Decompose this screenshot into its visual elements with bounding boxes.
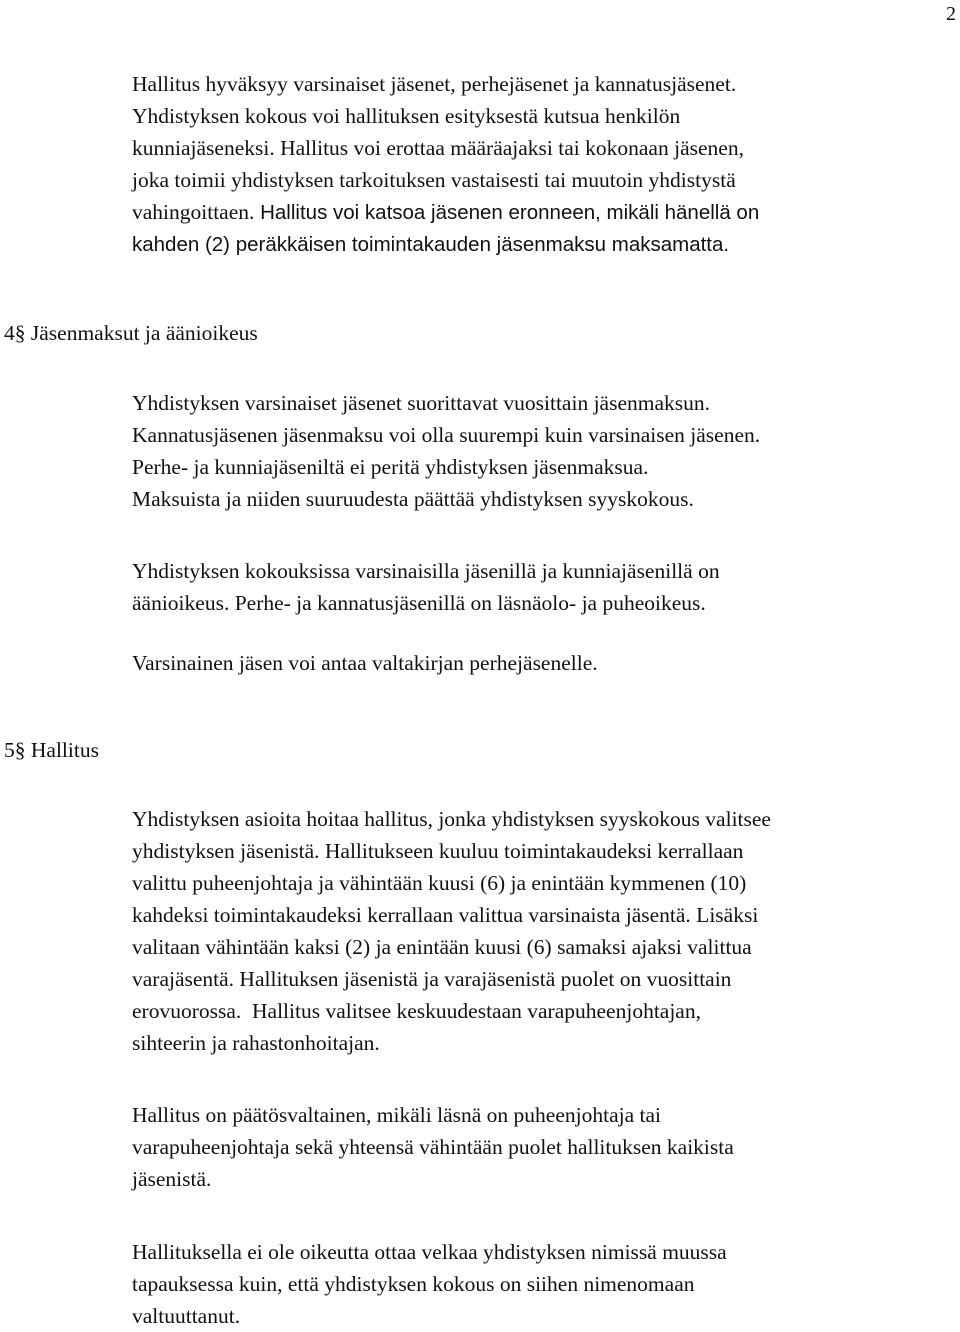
section-5-paragraph-2 [132,1099,958,1195]
text-line: Yhdistyksen kokouksissa varsinaisilla jäsenillä ja kunniajäsenillä on [132,559,720,583]
text-line: Hallitus on päätösvaltainen, mikäli läsnä on puheenjohtaja tai [132,1103,661,1127]
section-5-paragraph-3 [132,1236,958,1332]
text-line: tapauksessa kuin, että yhdistyksen kokous on siihen nimenomaan [132,1272,695,1296]
text-line: sihteerin ja rahastonhoitajan. [132,1031,380,1055]
text-line: valittu puheenjohtaja ja vähintään kuusi (6) ja enintään kymmenen (10) [132,871,747,895]
text-line: varapuheenjohtaja sekä yhteensä vähintään puolet hallituksen kaikista [132,1135,734,1159]
section-4-paragraph-1 [132,387,958,515]
page-number: 2 [946,3,956,25]
text-line: erovuorossa. Hallitus valitsee keskuudestaan varapuheenjohtajan, [132,999,701,1023]
text-line: kahdeksi toimintakaudeksi kerrallaan valittua varsinaista jäsentä. Lisäksi [132,903,759,927]
text-line: äänioikeus. Perhe- ja kannatusjäsenillä on läsnäolo- ja puheoikeus. [132,591,706,615]
text-line: Maksuista ja niiden suuruudesta päättää yhdistyksen syyskokous. [132,487,694,511]
text-segment: vahingoittaen. [132,200,255,224]
text-line: Hallituksella ei ole oikeutta ottaa velkaa yhdistyksen nimissä muussa [132,1240,727,1264]
text-line: Yhdistyksen varsinaiset jäsenet suorittavat vuosittain jäsenmaksun. [132,391,711,415]
text-line: varajäsentä. Hallituksen jäsenistä ja varajäsenistä puolet on vuosittain [132,967,732,991]
section-5-heading: 5§ Hallitus [4,738,99,762]
text-line: valtuuttanut. [132,1304,241,1328]
text-line: Yhdistyksen asioita hoitaa hallitus, jonka yhdistyksen syyskokous valitsee [132,807,771,831]
section-4-paragraph-3 [132,647,958,679]
text-line: valitaan vähintään kaksi (2) ja enintään kuusi (6) samaksi ajaksi valittua [132,935,752,959]
text-line: yhdistyksen jäsenistä. Hallitukseen kuuluu toimintakaudeksi kerrallaan [132,839,744,863]
text-line: kahden (2) peräkkäisen toimintakauden jäsenmaksu maksamatta. [132,233,730,256]
text-line: joka toimii yhdistyksen tarkoituksen vastaisesti tai muutoin yhdistystä [132,168,736,192]
text-line: Varsinainen jäsen voi antaa valtakirjan perhejäsenelle. [132,651,598,675]
text-line: kunniajäseneksi. Hallitus voi erottaa määräajaksi tai kokonaan jäsenen, [132,136,744,160]
text-segment-sans: Hallitus voi katsoa jäsenen eronneen, mikäli hänellä on [254,201,760,224]
intro-paragraph [132,68,958,261]
text-line [132,196,958,229]
text-line: Hallitus hyväksyy varsinaiset jäsenet, perhejäsenet ja kannatusjäsenet. [132,72,737,96]
section-5-paragraph-1 [132,803,958,1059]
text-line: Perhe- ja kunniajäseniltä ei peritä yhdistyksen jäsenmaksua. [132,455,649,479]
section-4-heading: 4§ Jäsenmaksut ja äänioikeus [4,321,258,345]
text-line: jäsenistä. [132,1167,212,1191]
text-line: Kannatusjäsenen jäsenmaksu voi olla suurempi kuin varsinaisen jäsenen. [132,423,761,447]
section-4-paragraph-2 [132,555,958,619]
text-line: Yhdistyksen kokous voi hallituksen esityksestä kutsua henkilön [132,104,681,128]
